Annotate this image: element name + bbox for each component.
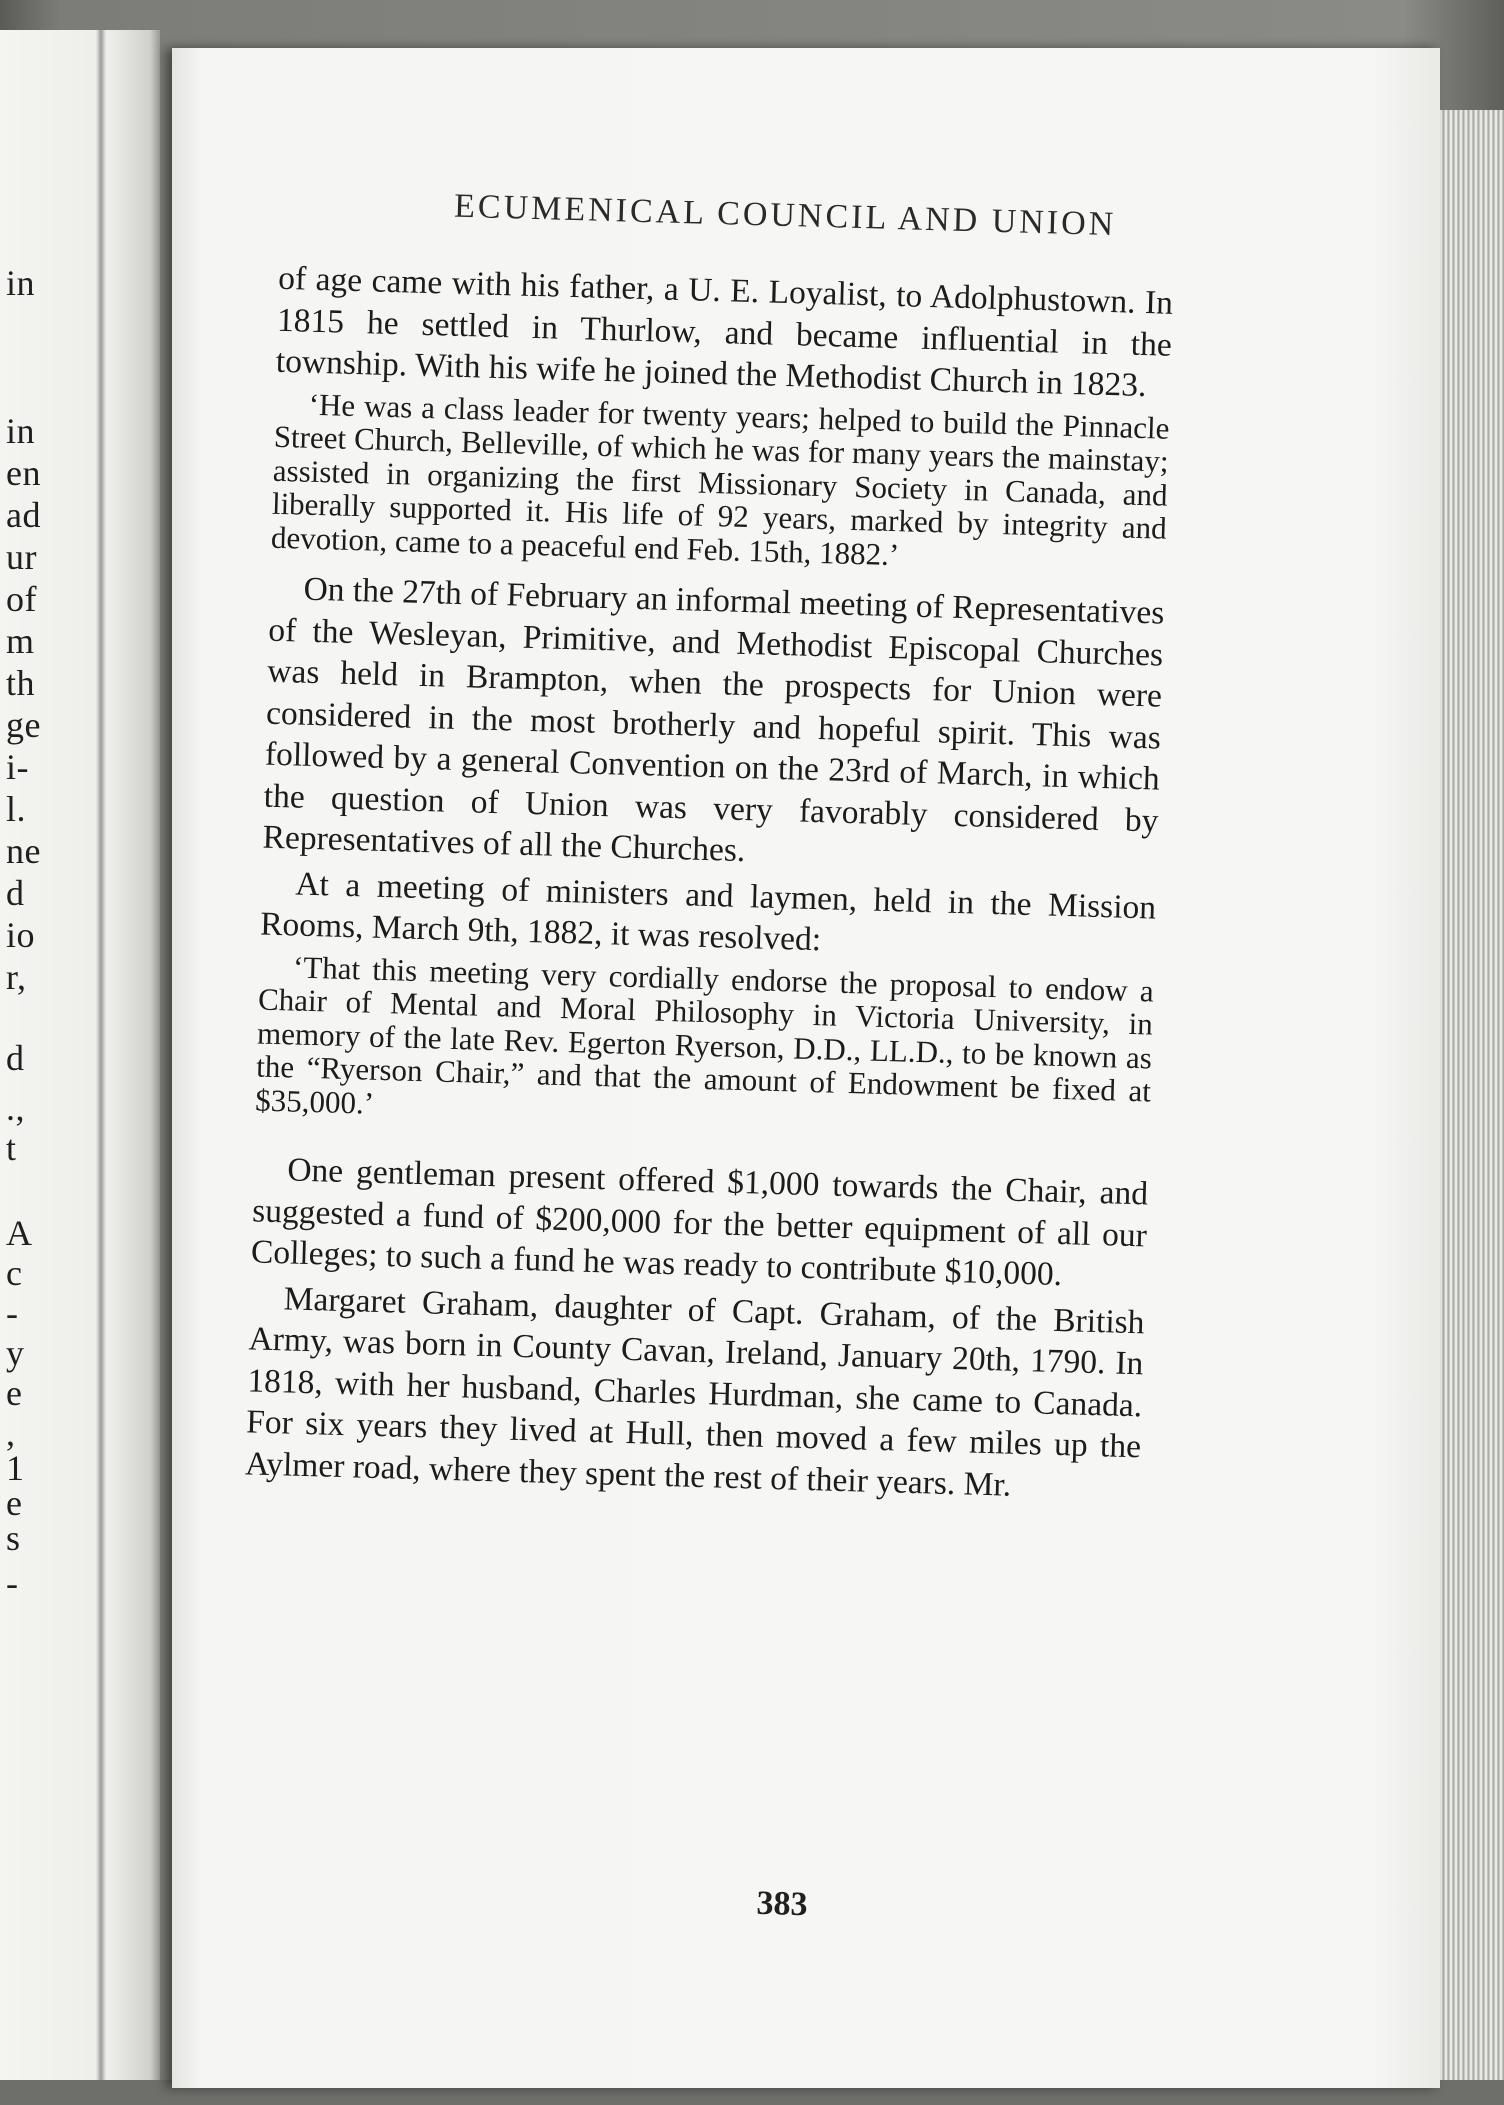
left-fragment: t [6, 1128, 17, 1168]
running-head: ECUMENICAL COUNCIL AND UNION [453, 187, 1117, 244]
page-number: 383 [756, 1884, 809, 1924]
left-fragment: ne [6, 831, 41, 871]
gutter-shadow [96, 30, 106, 2080]
paragraph: Margaret Graham, daughter of Capt. Graham, of the British Army, was born in County Cavan, Ireland, January 20th, 1790. In 1818, with her husband, Charles Hurdman, she came to Canada. For six years they lived at Hull, then moved a few miles up the Aylmer road, where they spent the rest of their years. Mr. [244, 1279, 1145, 1504]
left-fragment: , [6, 1413, 16, 1453]
left-fragment: r, [6, 957, 27, 997]
left-fragment: ge [6, 705, 41, 745]
left-fragment: in [6, 263, 36, 303]
body-text [244, 258, 1173, 1514]
left-fragment: ur [6, 537, 37, 577]
quote-paragraph: ‘That this meeting very cordially endorse the proposal to endow a Chair of Mental and Moral Philosophy in Victoria University, in memory of the late Rev. Egerton Ryerson, D.D., LL.D., to be known as the “Ryerson Chair,” and that the amount of Endowment be fixed at $35,000.’ [254, 948, 1155, 1121]
left-fragment: - [6, 1293, 19, 1333]
left-fragment: i- [6, 747, 29, 787]
left-fragment: 1 [6, 1448, 25, 1488]
left-fragment: y [6, 1333, 25, 1373]
left-fragment: A [6, 1213, 33, 1253]
paragraph: One gentleman present offered $1,000 towards the Chair, and suggested a fund of $200,000 for the better equipment of all our Colleges; to such a fund he was ready to contribute $10,000. [250, 1151, 1149, 1294]
quote-paragraph: ‘He was a class leader for twenty years; helped to build the Pinnacle Street Church, Belleville, of which he was for many years the mainstay; assisted in organizing the first Missionary Society in Canada, and liberally supported it. His life of 92 years, marked by integrity and devotion, came to a peaceful end Feb. 15th, 1882.’ [270, 386, 1170, 572]
left-fragment: c [6, 1253, 23, 1293]
left-fragment: s [6, 1518, 21, 1558]
paragraph: of age came with his father, a U. E. Loyalist, to Adolphustown. In 1815 he settled in Thurlow, and became influential in the township. With his wife he joined the Methodist Church in 1823. [275, 259, 1174, 405]
paragraph: At a meeting of ministers and laymen, held in the Mission Rooms, March 9th, 1882, it was resolved: [259, 865, 1157, 959]
left-fragment: en [6, 453, 41, 493]
left-fragment: ad [6, 495, 41, 535]
left-fragment: m [6, 621, 35, 661]
left-fragment: e [6, 1373, 23, 1413]
left-fragment: e [6, 1483, 23, 1523]
left-fragment: d [6, 1038, 25, 1078]
left-fragment: ., [6, 1088, 25, 1128]
left-fragment: d [6, 873, 25, 913]
left-fragment: - [6, 1563, 19, 1603]
paragraph: On the 27th of February an informal meeting of Representatives of the Wesleyan, Primitive, and Methodist Episcopal Churches was held in Brampton, when the prospects for Union were considered in the most brotherly and hopeful spirit. This was followed by a general Convention on the 23rd of March, in which the question of Union was very favorably considered by Representatives of all the Churches. [262, 570, 1165, 870]
left-fragment: io [6, 915, 36, 955]
left-fragment: l. [6, 789, 27, 829]
left-fragment: in [6, 411, 36, 451]
left-page-edge [0, 30, 160, 2080]
left-fragment: of [6, 579, 37, 619]
left-fragment: th [6, 663, 36, 703]
page-content [143, 31, 1467, 2105]
book-page [172, 48, 1440, 2088]
